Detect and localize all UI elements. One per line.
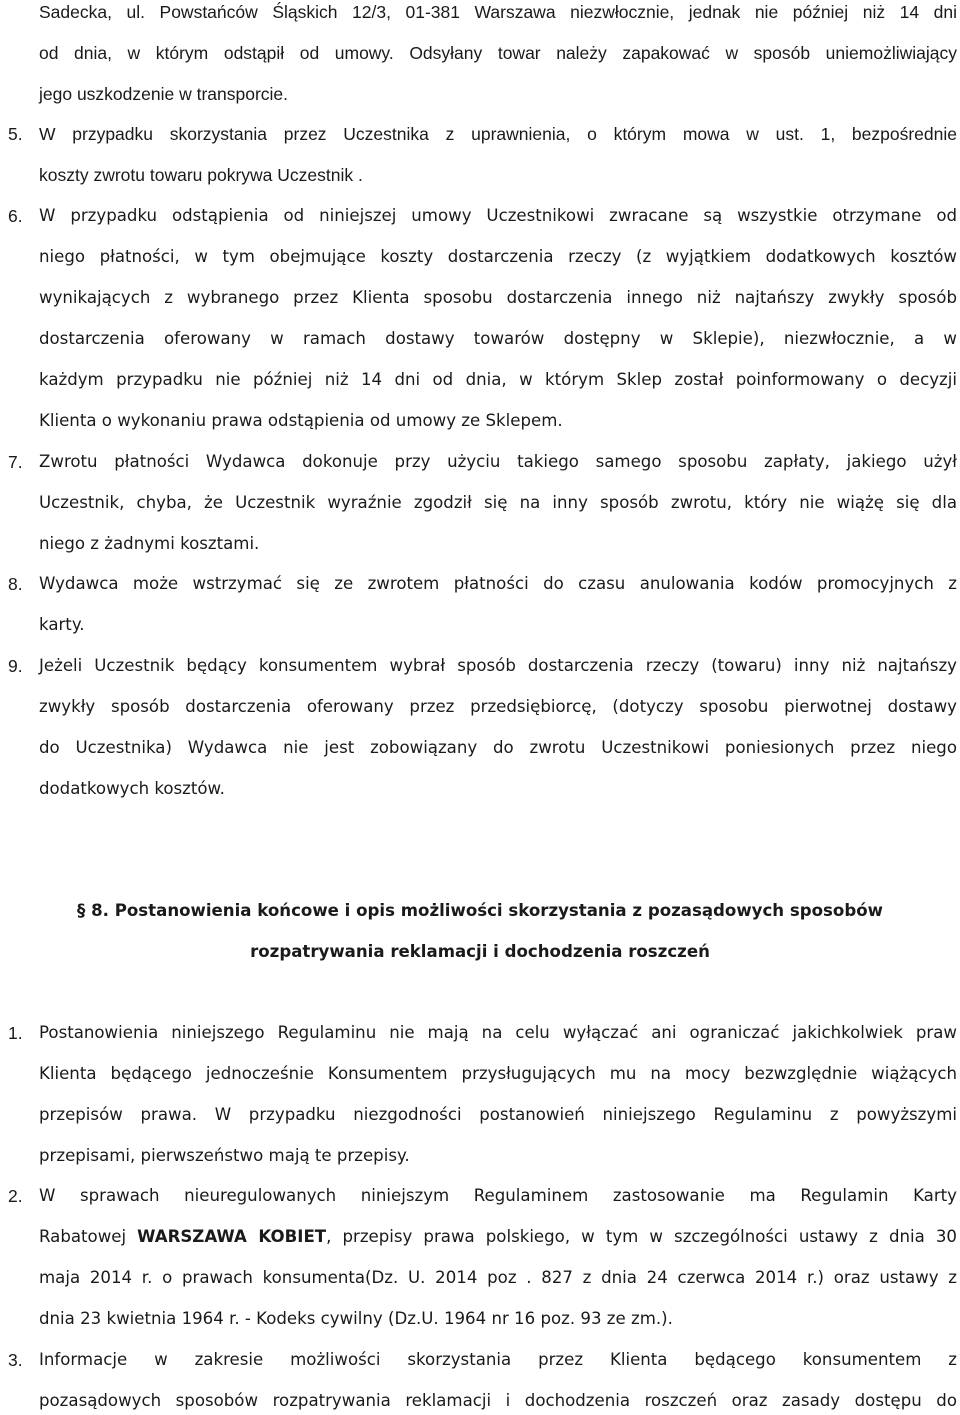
paragraph-line: Sadecka, ul. Powstańców Śląskich 12/3, 01-381 Warszawa niezwłocznie, jednak nie później niż 14 dni [39, 2, 957, 22]
paragraph-line: jego uszkodzenie w transporcie. [39, 84, 289, 104]
list-item-line: Zwrotu płatności Wydawca dokonuje przy użyciu takiego samego sposobu zapłaty, jakiego użył [39, 452, 957, 471]
list-number: 8. [8, 574, 23, 594]
list-item-line: karty. [39, 615, 85, 634]
list-item-line: Klienta o wykonaniu prawa odstąpienia od umowy ze Sklepem. [39, 411, 563, 430]
list-number: 1. [8, 1023, 23, 1043]
section-heading: § 8. Postanowienia końcowe i opis możliwości skorzystania z pozasądowych sposobów [77, 901, 883, 920]
list-item-line: pozasądowych sposobów rozpatrywania reklamacji i dochodzenia roszczeń oraz zasady dostępu do [39, 1391, 957, 1410]
list-item-line: dodatkowych kosztów. [39, 779, 225, 798]
bold-brand-name: WARSZAWA KOBIET [137, 1227, 327, 1246]
list-item-line: Jeżeli Uczestnik będący konsumentem wybrał sposób dostarczenia rzeczy (towaru) inny niż najtańszy [39, 656, 957, 675]
list-item-line: Uczestnik, chyba, że Uczestnik wyraźnie zgodził się na inny sposób zwrotu, który nie wiążę się dla [39, 493, 957, 512]
inline-text: Rabatowej [39, 1227, 138, 1246]
list-item-line: dnia 23 kwietnia 1964 r. - Kodeks cywilny (Dz.U. 1964 nr 16 poz. 93 ze zm.). [39, 1309, 673, 1328]
list-item-line: każdym przypadku nie później niż 14 dni od dnia, w którym Sklep został poinformowany o decyzji [39, 370, 957, 389]
list-item-line: zwykły sposób dostarczenia oferowany przez przedsiębiorcę, (dotyczy sposobu pierwotnej dostawy [39, 697, 957, 716]
list-item-line: niego płatności, w tym obejmujące koszty dostarczenia rzeczy (z wyjątkiem dodatkowych kosztów [39, 247, 957, 266]
list-item-line: Postanowienia niniejszego Regulaminu nie mają na celu wyłączać ani ograniczać jakichkolwiek praw [39, 1023, 957, 1042]
inline-text: , przepisy prawa polskiego, w tym w szczególności ustawy z dnia 30 [326, 1227, 957, 1246]
list-item-line: dostarczenia oferowany w ramach dostawy towarów dostępny w Sklepie), niezwłocznie, a w [39, 329, 957, 348]
list-item-line: Informacje w zakresie możliwości skorzystania przez Klienta będącego konsumentem z [39, 1350, 957, 1369]
list-number: 5. [8, 124, 23, 144]
list-item-line: do Uczestnika) Wydawca nie jest zobowiązany do zwrotu Uczestnikowi poniesionych przez niego [39, 738, 957, 757]
list-item-line: Wydawca może wstrzymać się ze zwrotem płatności do czasu anulowania kodów promocyjnych z [39, 574, 957, 593]
list-number: 6. [8, 206, 23, 226]
list-item-line [39, 1225, 957, 1249]
list-item-line: W przypadku skorzystania przez Uczestnika z uprawnienia, o którym mowa w ust. 1, bezpośrednie [39, 124, 957, 144]
list-item-line: Klienta będącego jednocześnie Konsumentem przysługujących mu na mocy bezwzględnie wiążących [39, 1064, 957, 1083]
list-number: 9. [8, 656, 23, 676]
list-item-line: maja 2014 r. o prawach konsumenta(Dz. U. 2014 poz . 827 z dnia 24 czerwca 2014 r.) oraz ustawy z [39, 1268, 957, 1287]
list-item-line: przepisami, pierwszeństwo mają te przepisy. [39, 1146, 410, 1165]
list-number: 3. [8, 1350, 23, 1370]
paragraph-line: od dnia, w którym odstąpił od umowy. Odsyłany towar należy zapakować w sposób uniemożliwiający [39, 43, 957, 63]
list-item-line: W sprawach nieuregulowanych niniejszym Regulaminem zastosowanie ma Regulamin Karty [39, 1186, 957, 1205]
list-item-line: koszty zwrotu towaru pokrywa Uczestnik . [39, 165, 363, 185]
list-item-line: przepisów prawa. W przypadku niezgodności postanowień niniejszego Regulaminu z powyższymi [39, 1105, 957, 1124]
section-heading: rozpatrywania reklamacji i dochodzenia roszczeń [250, 942, 710, 961]
list-item-line: niego z żadnymi kosztami. [39, 534, 260, 553]
list-number: 2. [8, 1186, 23, 1206]
list-item-line: W przypadku odstąpienia od niniejszej umowy Uczestnikowi zwracane są wszystkie otrzymane od [39, 206, 957, 225]
list-item-line: wynikających z wybranego przez Klienta sposobu dostarczenia innego niż najtańszy zwykły sposób [39, 288, 957, 307]
list-number: 7. [8, 452, 23, 472]
